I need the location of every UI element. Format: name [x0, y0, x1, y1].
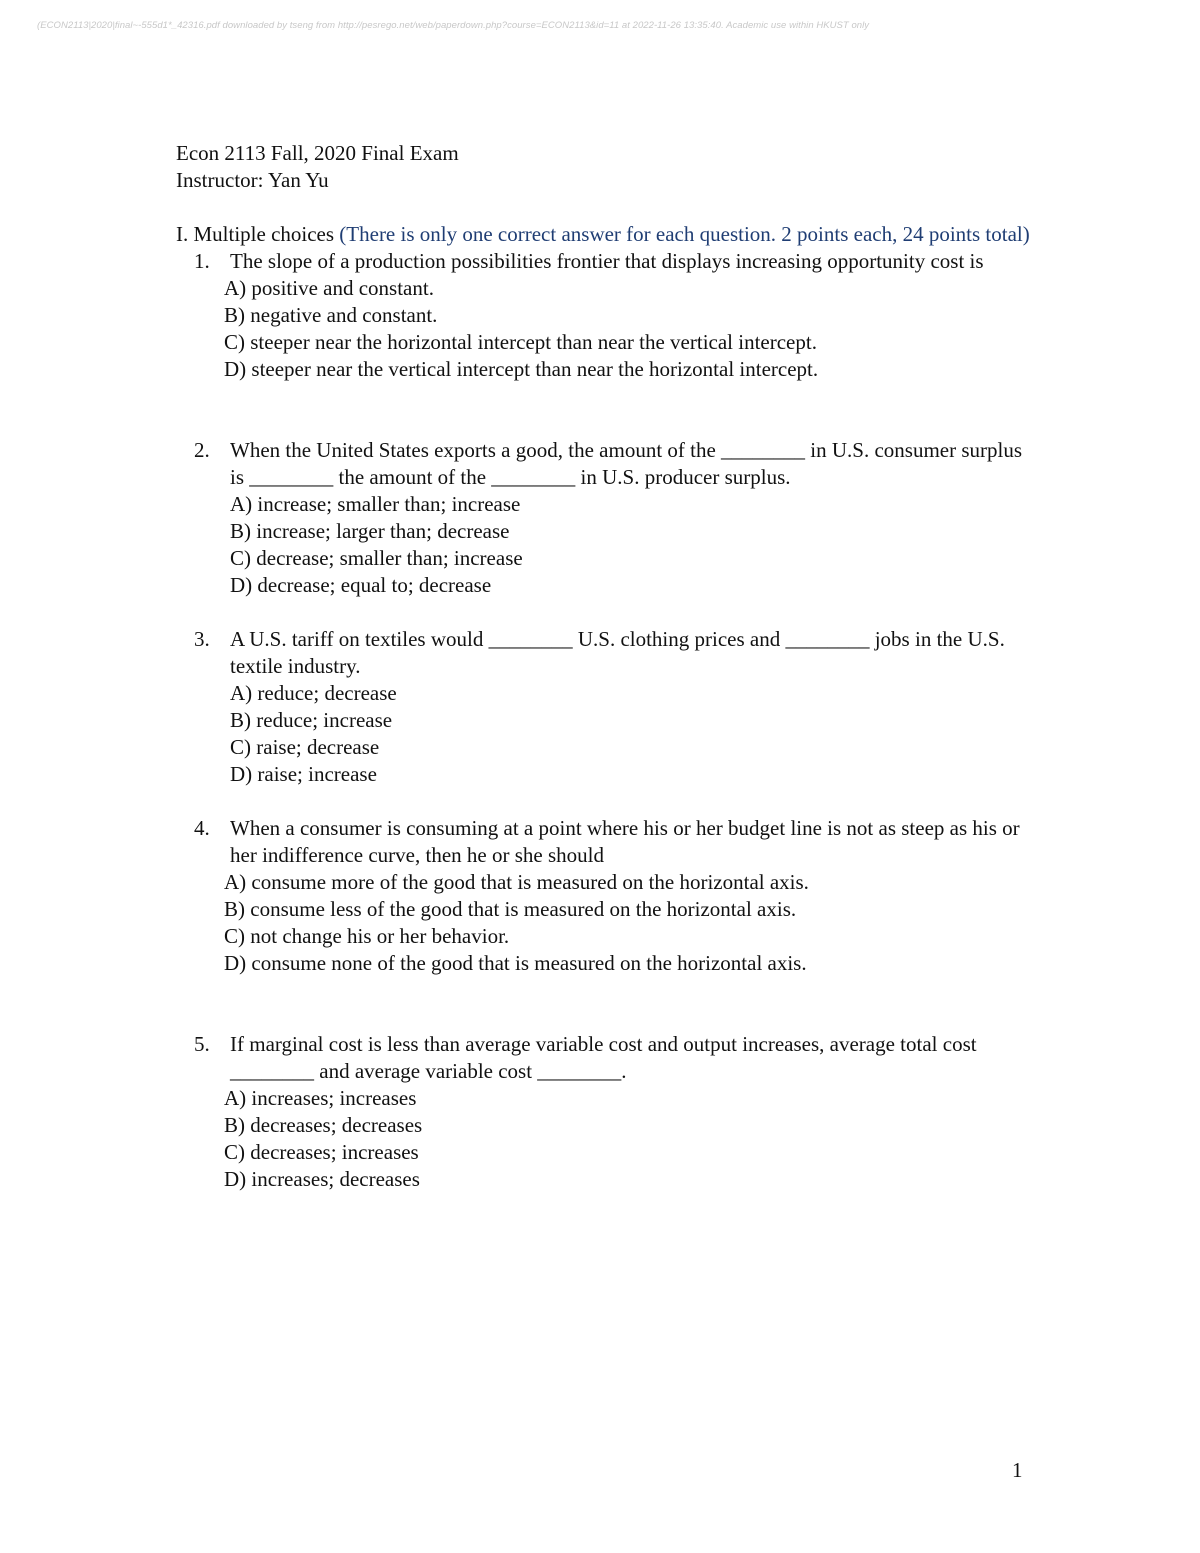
option-c: C) steeper near the horizontal intercept than near the vertical intercept. [224, 330, 817, 354]
question-2 [176, 437, 1036, 599]
spacer [176, 977, 1036, 1031]
spacer [176, 788, 1036, 815]
exam-page-content [176, 140, 1036, 1193]
answer-options [230, 680, 1036, 788]
option-c: C) not change his or her behavior. [224, 924, 510, 948]
question-number: 3. [194, 627, 210, 651]
option-a: A) positive and constant. [224, 276, 434, 300]
option-a: A) consume more of the good that is measured on the horizontal axis. [224, 870, 809, 894]
question-1 [176, 248, 1036, 383]
option-b: B) reduce; increase [230, 708, 393, 732]
option-d: D) consume none of the good that is measured on the horizontal axis. [224, 951, 807, 975]
answer-options [224, 1085, 1036, 1193]
section-note: (There is only one correct answer for each question. 2 points each, 24 points total) [339, 222, 1030, 246]
option-d: D) steeper near the vertical intercept than near the horizontal intercept. [224, 357, 819, 381]
answer-options [224, 275, 1036, 383]
question-text: When a consumer is consuming at a point where his or her budget line is not as steep as his or her indifference curve, then he or she should [230, 816, 1020, 867]
instructor-line: Instructor: Yan Yu [176, 168, 329, 192]
option-b: B) decreases; decreases [224, 1113, 423, 1137]
option-c: C) decrease; smaller than; increase [230, 546, 523, 570]
option-c: C) decreases; increases [224, 1140, 419, 1164]
question-4 [176, 815, 1036, 977]
question-number: 5. [194, 1032, 210, 1056]
page-number: 1 [1012, 1458, 1023, 1482]
option-b: B) negative and constant. [224, 303, 438, 327]
option-d: D) increases; decreases [224, 1167, 420, 1191]
answer-options [230, 491, 1036, 599]
question-number: 4. [194, 816, 210, 840]
question-text: The slope of a production possibilities frontier that displays increasing opportunity cost is [230, 249, 984, 273]
option-c: C) raise; decrease [230, 735, 380, 759]
download-watermark: (ECON2113|2020|final~-555d1*_42316.pdf downloaded by tseng from http://pesrego.net/web/paperdown.php?course=ECON2113&id=11 at 2022-11-26 13:35:40. Academic use within HKUST only [37, 20, 870, 31]
question-number: 1. [194, 249, 210, 273]
spacer [176, 383, 1036, 437]
option-d: D) raise; increase [230, 762, 377, 786]
question-text: A U.S. tariff on textiles would ________ U.S. clothing prices and ________ jobs in the U.S. textile industry. [230, 627, 1005, 678]
exam-title: Econ 2113 Fall, 2020 Final Exam [176, 141, 459, 165]
option-a: A) reduce; decrease [230, 681, 397, 705]
question-number: 2. [194, 438, 210, 462]
option-a: A) increase; smaller than; increase [230, 492, 521, 516]
answer-options [224, 869, 1036, 977]
question-text: If marginal cost is less than average variable cost and output increases, average total cost ________ and average variable cost ________. [230, 1032, 977, 1083]
question-3 [176, 626, 1036, 788]
option-a: A) increases; increases [224, 1086, 417, 1110]
option-b: B) consume less of the good that is measured on the horizontal axis. [224, 897, 797, 921]
option-b: B) increase; larger than; decrease [230, 519, 510, 543]
section-label: I. Multiple choices [176, 222, 340, 246]
option-d: D) decrease; equal to; decrease [230, 573, 492, 597]
question-5 [176, 1031, 1036, 1193]
spacer [176, 599, 1036, 626]
section-heading [176, 221, 1036, 248]
question-text: When the United States exports a good, the amount of the ________ in U.S. consumer surplus is ________ the amount of the ________ in U.S. producer surplus. [230, 438, 1023, 489]
